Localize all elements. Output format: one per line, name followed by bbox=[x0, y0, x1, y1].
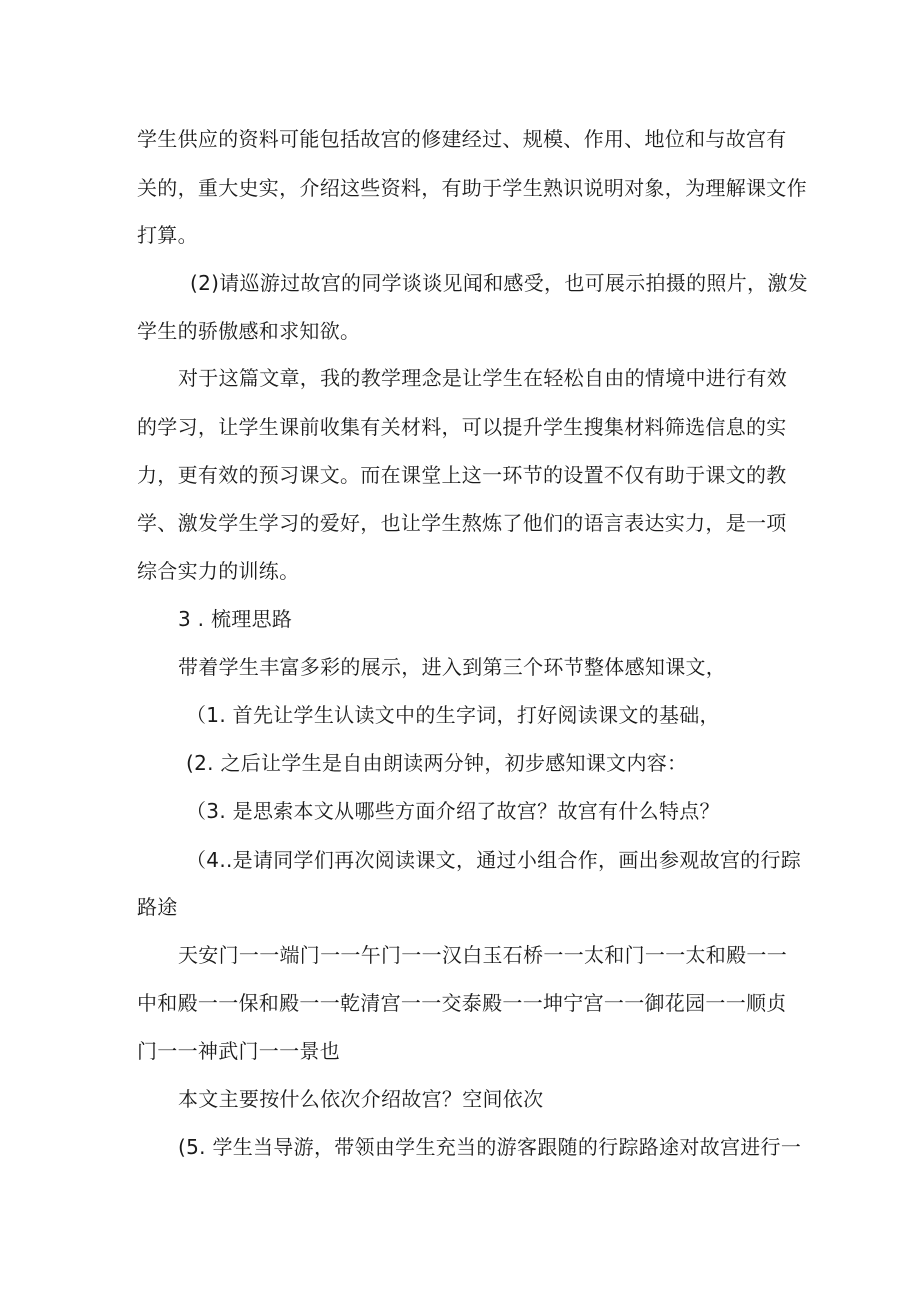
step1: （1. 首先让学生认读文中的生字词，打好阅读课文的基础， bbox=[186, 703, 720, 727]
question: 本文主要按什么依次介绍故宫？空间依次 bbox=[178, 1087, 544, 1111]
para1-line1: 学生供应的资料可能包括故宫的修建经过、规模、作用、地位和与故宫有 bbox=[137, 127, 787, 151]
para2-line1: (2)请巡游过故宫的同学谈谈见闻和感受，也可展示拍摄的照片，激发 bbox=[190, 271, 808, 295]
route-line3: 门一一神武门一一景也 bbox=[137, 1039, 340, 1063]
step3: （3. 是思索本文从哪些方面介绍了故宫？故宫有什么特点？ bbox=[186, 799, 720, 823]
step4-line1: （4..是请同学们再次阅读课文，通过小组合作，画出参观故宫的行踪 bbox=[186, 848, 802, 872]
para1-line3: 打算。 bbox=[137, 223, 198, 247]
para2-line2: 学生的骄傲感和求知欲。 bbox=[137, 319, 361, 343]
para3-line4: 学、激发学生学习的爱好，也让学生熬炼了他们的语言表达实力，是一项 bbox=[137, 511, 787, 535]
para3-line1: 对于这篇文章，我的教学理念是让学生在轻松自由的情境中进行有效 bbox=[178, 366, 787, 390]
para4: 带着学生丰富多彩的展示，进入到第三个环节整体感知课文， bbox=[178, 655, 727, 679]
para1-line2: 关的，重大史实，介绍这些资料，有助于学生熟识说明对象，为理解课文作 bbox=[137, 176, 807, 200]
step4-line2: 路途 bbox=[137, 895, 178, 919]
para3-line2: 的学习，让学生课前收集有关材料，可以提升学生搜集材料筛选信息的实 bbox=[137, 415, 787, 439]
step2: (2. 之后让学生是自由朗读两分钟，初步感知课文内容： bbox=[186, 751, 688, 775]
section-heading: 3 . 梳理思路 bbox=[178, 607, 293, 631]
para3-line5: 综合实力的训练。 bbox=[137, 559, 300, 583]
step5: (5. 学生当导游，带领由学生充当的游客跟随的行踪路途对故宫进行一 bbox=[178, 1135, 802, 1159]
route-line1: 天安门一一端门一一午门一一汉白玉石桥一一太和门一一太和殿一一 bbox=[178, 943, 787, 967]
route-line2: 中和殿一一保和殿一一乾清宫一一交泰殿一一坤宁宫一一御花园一一顺贞 bbox=[137, 991, 787, 1015]
para3-line3: 力，更有效的预习课文。而在课堂上这一环节的设置不仅有助于课文的教 bbox=[137, 463, 787, 487]
